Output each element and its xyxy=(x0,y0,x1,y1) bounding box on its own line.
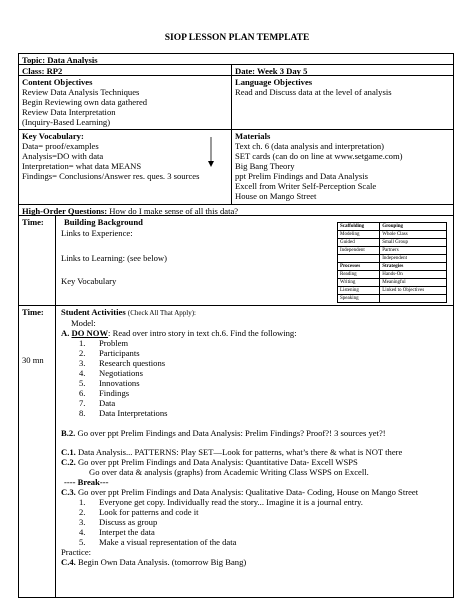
sa-heading: Student Activities xyxy=(61,307,126,317)
class-date-row xyxy=(19,65,453,76)
list-item: 7. Data xyxy=(79,398,116,408)
activity-a-list xyxy=(61,338,451,418)
date-cell: Date: Week 3 Day 5 xyxy=(235,66,308,76)
activity-c2-text2: Go over data & analysis (graphs) from Academic Writing Class WSPS on Excell. xyxy=(89,467,369,477)
language-objectives-cell xyxy=(232,76,453,129)
sa-content-cell xyxy=(56,306,453,597)
content-objectives-heading: Content Objectives xyxy=(22,77,93,87)
bb-time-cell: Time: xyxy=(19,216,56,305)
list-item: 4. Negotiations xyxy=(79,368,143,378)
content-objective-item: Review Data Interpretation xyxy=(22,107,116,117)
content-objective-item: (Inquiry-Based Learning) xyxy=(22,117,111,127)
strat-cell: Listening xyxy=(338,287,380,295)
activity-c3-label: C.3. xyxy=(61,487,76,497)
list-item: 3. Research questions xyxy=(79,358,166,368)
strat-header: Strategies xyxy=(380,263,447,271)
strat-cell: Reading xyxy=(338,271,380,279)
page-title: SIOP LESSON PLAN TEMPLATE xyxy=(164,33,310,43)
language-objective-text: Read and Discuss data at the level of analysis xyxy=(235,87,392,97)
activity-c3-list xyxy=(61,497,451,547)
high-order-questions-cell xyxy=(19,205,453,215)
list-item: 1. Problem xyxy=(79,338,129,348)
list-item: 2. Participants xyxy=(79,348,140,358)
strat-cell: Meaningful xyxy=(380,279,447,287)
activity-b2-text: Go over ppt Prelim Findings and Data Analysis: Prelim Findings? Proof?! 3 sources yet?! xyxy=(77,428,386,438)
material-item: SET cards (can do on line at www.setgame.com) xyxy=(235,151,403,161)
practice-label: Practice: xyxy=(61,547,92,557)
strat-cell: Small Group xyxy=(380,239,447,247)
material-item: Big Bang Theory xyxy=(235,161,295,171)
activity-a-label: A. xyxy=(61,328,70,338)
class-cell: Class: RP2 xyxy=(19,65,232,75)
model-label: Model: xyxy=(71,318,96,328)
down-arrow-icon xyxy=(207,137,215,167)
list-item: 8. Data Interpretations xyxy=(79,408,168,418)
list-item: 5. Innovations xyxy=(79,378,140,388)
material-item: Text ch. 6 (data analysis and interpretation) xyxy=(235,141,385,151)
student-activities-row xyxy=(19,306,453,597)
strat-cell xyxy=(338,255,380,263)
topic-row xyxy=(19,54,453,65)
strat-header: Grouping xyxy=(380,223,447,231)
list-item: 4. Interpet the data xyxy=(79,527,155,537)
materials-cell xyxy=(232,130,453,204)
links-learning: Links to Learning: (see below) xyxy=(61,253,167,263)
activity-a-text: : Read over intro story in text ch.6. Find the following: xyxy=(108,328,297,338)
materials-heading: Materials xyxy=(235,131,271,141)
bb-heading: Building Background xyxy=(64,217,143,227)
key-vocabulary-cell xyxy=(19,130,232,204)
list-item: 2. Look for patterns and code it xyxy=(79,507,199,517)
list-item: 6. Findings xyxy=(79,388,130,398)
lesson-plan-table xyxy=(18,53,454,598)
strat-cell: Partners xyxy=(380,247,447,255)
sa-heading-note: (Check All That Apply): xyxy=(127,309,196,317)
hoq-text: How do I make sense of all this data? xyxy=(109,206,239,216)
do-now-label: DO NOW xyxy=(71,328,109,338)
sa-duration: 30 mn xyxy=(22,355,44,365)
strat-cell: Whole Class xyxy=(380,231,447,239)
break-label: ---- Break--- xyxy=(64,477,109,487)
language-objectives-heading: Language Objectives xyxy=(235,77,313,87)
building-background-row xyxy=(19,216,453,306)
strat-cell: Modeling xyxy=(338,231,380,239)
content-objective-item: Begin Reviewing own data gathered xyxy=(22,97,148,107)
strat-header: Scaffolding xyxy=(338,223,380,231)
vocab-item: Data= proof/examples xyxy=(22,141,99,151)
strat-cell xyxy=(380,295,447,303)
vocab-item: Findings= Conclusions/Answer res. ques. 3 sources xyxy=(22,171,200,181)
activity-b2-label: B.2. xyxy=(61,428,76,438)
strat-cell: Guided xyxy=(338,239,380,247)
high-order-questions-row xyxy=(19,205,453,216)
hoq-label: High-Order Questions: xyxy=(22,206,108,216)
activity-c4-text: Begin Own Data Analysis. (tomorrow Big Bang) xyxy=(77,557,247,567)
sa-time-label: Time: xyxy=(22,307,44,317)
list-item: 3. Discuss as group xyxy=(79,517,158,527)
vocab-materials-row xyxy=(19,130,453,205)
vocab-item: Analysis=DO with data xyxy=(22,151,104,161)
strat-cell: Hands-On xyxy=(380,271,447,279)
material-item: Excell from Writer Self-Perception Scale xyxy=(235,181,377,191)
strat-cell: Linked to Objectives xyxy=(380,287,447,295)
list-item: 5. Make a visual representation of the data xyxy=(79,537,237,547)
activity-c3-text: Go over ppt Prelim Findings and Data Analysis: Qualitative Data- Coding, House on Mango Street xyxy=(77,487,419,497)
bb-key-vocabulary: Key Vocabulary xyxy=(61,276,117,286)
material-item: House on Mango Street xyxy=(235,191,317,201)
material-item: ppt Prelim Findings and Data Analysis xyxy=(235,171,368,181)
strat-cell: Speaking xyxy=(338,295,380,303)
strategies-table xyxy=(337,222,447,303)
strat-cell: Independent xyxy=(380,255,447,263)
content-objective-item: Review Data Analysis Techniques xyxy=(22,87,140,97)
activity-c1-text: Data Analysis... PATTERNS: Play SET—Look for patterns, what’s there & what is NOT there xyxy=(77,447,403,457)
activity-c1-label: C.1. xyxy=(61,447,76,457)
links-experience: Links to Experience: xyxy=(61,228,133,238)
topic-cell: Topic: Data Analysis xyxy=(22,55,98,65)
strat-cell: Independent xyxy=(338,247,380,255)
activity-c4-label: C.4. xyxy=(61,557,76,567)
list-item: 1. Everyone get copy. Individually read the story... Imagine it is a journal entry. xyxy=(79,497,363,507)
sa-time-cell xyxy=(19,306,56,597)
strat-header: Processes xyxy=(338,263,380,271)
content-objectives-cell xyxy=(19,76,232,129)
vocab-item: Interpretation= what data MEANS xyxy=(22,161,142,171)
activity-c2-text: Go over ppt Prelim Findings and Data Analysis: Quantitative Data- Excell WSPS xyxy=(77,457,358,467)
objectives-row xyxy=(19,76,453,130)
key-vocabulary-heading: Key Vocabulary: xyxy=(22,131,84,141)
activity-c2-label: C.2. xyxy=(61,457,76,467)
strat-cell: Writing xyxy=(338,279,380,287)
